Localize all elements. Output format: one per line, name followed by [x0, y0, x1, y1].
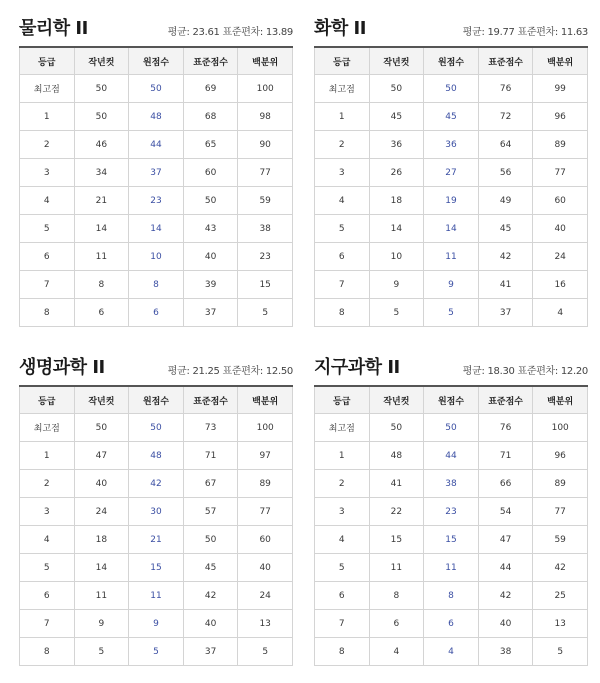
grade-cell: 7 — [20, 271, 75, 299]
percentile-cell: 25 — [533, 582, 588, 610]
grade-cell: 6 — [315, 243, 370, 271]
last-year-cut-cell: 34 — [74, 159, 129, 187]
last-year-cut-cell: 9 — [369, 271, 424, 299]
percentile-cell: 89 — [533, 470, 588, 498]
last-year-cut-cell: 21 — [74, 187, 129, 215]
grade-table — [314, 385, 588, 666]
panel-header — [19, 349, 293, 385]
standard-score-cell: 44 — [478, 554, 533, 582]
standard-score-cell: 38 — [478, 638, 533, 666]
column-header: 등급 — [315, 47, 370, 75]
last-year-cut-cell: 11 — [369, 554, 424, 582]
grade-cell: 3 — [315, 498, 370, 526]
table-row — [315, 498, 588, 526]
standard-score-cell: 54 — [478, 498, 533, 526]
table-row — [315, 215, 588, 243]
standard-score-cell: 64 — [478, 131, 533, 159]
grade-cell: 3 — [20, 159, 75, 187]
last-year-cut-cell: 8 — [369, 582, 424, 610]
last-year-cut-cell: 50 — [74, 414, 129, 442]
raw-score-cell: 6 — [129, 299, 184, 327]
raw-score-cell: 48 — [129, 442, 184, 470]
raw-score-cell: 11 — [129, 582, 184, 610]
grade-table — [19, 46, 293, 327]
raw-score-cell: 15 — [424, 526, 479, 554]
column-header: 등급 — [315, 386, 370, 414]
raw-score-cell: 14 — [129, 215, 184, 243]
percentile-cell: 5 — [533, 638, 588, 666]
grade-cell: 5 — [315, 215, 370, 243]
raw-score-cell: 45 — [424, 103, 479, 131]
table-row — [20, 414, 293, 442]
grade-cell: 4 — [315, 526, 370, 554]
standard-score-cell: 40 — [478, 610, 533, 638]
table-header-row — [20, 386, 293, 414]
raw-score-cell: 8 — [424, 582, 479, 610]
standard-score-cell: 42 — [478, 243, 533, 271]
table-header-row — [315, 47, 588, 75]
column-header: 등급 — [20, 386, 75, 414]
percentile-cell: 98 — [238, 103, 293, 131]
last-year-cut-cell: 4 — [369, 638, 424, 666]
standard-score-cell: 43 — [183, 215, 238, 243]
standard-score-cell: 39 — [183, 271, 238, 299]
last-year-cut-cell: 50 — [74, 75, 129, 103]
last-year-cut-cell: 11 — [74, 582, 129, 610]
column-header: 백분위 — [533, 386, 588, 414]
column-header: 작년컷 — [74, 47, 129, 75]
column-header: 표준점수 — [183, 386, 238, 414]
table-row — [20, 103, 293, 131]
standard-score-cell: 37 — [183, 638, 238, 666]
percentile-cell: 24 — [238, 582, 293, 610]
percentile-cell: 5 — [238, 299, 293, 327]
last-year-cut-cell: 14 — [74, 215, 129, 243]
last-year-cut-cell: 47 — [74, 442, 129, 470]
grade-cell: 6 — [20, 243, 75, 271]
panel-earth-science-2 — [314, 349, 588, 666]
last-year-cut-cell: 36 — [369, 131, 424, 159]
raw-score-cell: 50 — [424, 414, 479, 442]
last-year-cut-cell: 24 — [74, 498, 129, 526]
percentile-cell: 96 — [533, 103, 588, 131]
percentile-cell: 100 — [238, 414, 293, 442]
last-year-cut-cell: 26 — [369, 159, 424, 187]
grade-cell: 7 — [20, 610, 75, 638]
standard-score-cell: 49 — [478, 187, 533, 215]
percentile-cell: 96 — [533, 442, 588, 470]
raw-score-cell: 50 — [129, 414, 184, 442]
last-year-cut-cell: 6 — [369, 610, 424, 638]
panel-header — [314, 349, 588, 385]
panel-title: 물리학 II — [19, 18, 88, 39]
column-header: 백분위 — [238, 386, 293, 414]
standard-score-cell: 60 — [183, 159, 238, 187]
table-row — [315, 526, 588, 554]
raw-score-cell: 44 — [129, 131, 184, 159]
grade-cell: 2 — [20, 470, 75, 498]
standard-score-cell: 76 — [478, 414, 533, 442]
percentile-cell: 77 — [533, 498, 588, 526]
percentile-cell: 42 — [533, 554, 588, 582]
standard-score-cell: 66 — [478, 470, 533, 498]
panel-title: 생명과학 II — [19, 357, 105, 378]
percentile-cell: 13 — [238, 610, 293, 638]
standard-score-cell: 41 — [478, 271, 533, 299]
raw-score-cell: 9 — [129, 610, 184, 638]
last-year-cut-cell: 5 — [74, 638, 129, 666]
grade-cell: 4 — [20, 526, 75, 554]
percentile-cell: 89 — [533, 131, 588, 159]
table-row — [20, 299, 293, 327]
panel-stats: 평균: 21.25 표준편차: 12.50 — [167, 366, 293, 377]
standard-score-cell: 40 — [183, 610, 238, 638]
table-row — [20, 131, 293, 159]
raw-score-cell: 36 — [424, 131, 479, 159]
column-header: 백분위 — [238, 47, 293, 75]
standard-score-cell: 42 — [478, 582, 533, 610]
last-year-cut-cell: 41 — [369, 470, 424, 498]
standard-score-cell: 47 — [478, 526, 533, 554]
standard-score-cell: 65 — [183, 131, 238, 159]
standard-score-cell: 69 — [183, 75, 238, 103]
percentile-cell: 77 — [533, 159, 588, 187]
panel-life-science-2 — [19, 349, 293, 666]
column-header: 표준점수 — [183, 47, 238, 75]
standard-score-cell: 37 — [478, 299, 533, 327]
grade-table — [314, 46, 588, 327]
table-row — [315, 159, 588, 187]
last-year-cut-cell: 15 — [369, 526, 424, 554]
standard-score-cell: 68 — [183, 103, 238, 131]
grade-cell: 2 — [315, 131, 370, 159]
raw-score-cell: 6 — [424, 610, 479, 638]
standard-score-cell: 42 — [183, 582, 238, 610]
panel-stats: 평균: 23.61 표준편차: 13.89 — [167, 27, 293, 38]
raw-score-cell: 21 — [129, 526, 184, 554]
standard-score-cell: 71 — [478, 442, 533, 470]
grade-cell: 1 — [20, 103, 75, 131]
standard-score-cell: 76 — [478, 75, 533, 103]
raw-score-cell: 5 — [129, 638, 184, 666]
percentile-cell: 16 — [533, 271, 588, 299]
percentile-cell: 97 — [238, 442, 293, 470]
standard-score-cell: 56 — [478, 159, 533, 187]
grade-cell: 최고점 — [315, 75, 370, 103]
percentile-cell: 24 — [533, 243, 588, 271]
panel-chemistry-2 — [314, 10, 588, 327]
last-year-cut-cell: 18 — [74, 526, 129, 554]
percentile-cell: 13 — [533, 610, 588, 638]
last-year-cut-cell: 9 — [74, 610, 129, 638]
grade-cell: 3 — [315, 159, 370, 187]
raw-score-cell: 8 — [129, 271, 184, 299]
raw-score-cell: 11 — [424, 554, 479, 582]
column-header: 작년컷 — [369, 47, 424, 75]
raw-score-cell: 10 — [129, 243, 184, 271]
table-row — [315, 187, 588, 215]
last-year-cut-cell: 48 — [369, 442, 424, 470]
percentile-cell: 59 — [238, 187, 293, 215]
table-row — [315, 638, 588, 666]
grade-cell: 2 — [20, 131, 75, 159]
last-year-cut-cell: 8 — [74, 271, 129, 299]
standard-score-cell: 72 — [478, 103, 533, 131]
raw-score-cell: 19 — [424, 187, 479, 215]
standard-score-cell: 71 — [183, 442, 238, 470]
percentile-cell: 100 — [238, 75, 293, 103]
last-year-cut-cell: 50 — [74, 103, 129, 131]
table-row — [315, 470, 588, 498]
table-row — [20, 470, 293, 498]
table-row — [20, 610, 293, 638]
grade-cell: 5 — [20, 215, 75, 243]
table-header-row — [315, 386, 588, 414]
raw-score-cell: 23 — [424, 498, 479, 526]
raw-score-cell: 48 — [129, 103, 184, 131]
table-row — [20, 75, 293, 103]
raw-score-cell: 50 — [129, 75, 184, 103]
panel-title: 화학 II — [314, 18, 366, 39]
raw-score-cell: 38 — [424, 470, 479, 498]
table-row — [315, 299, 588, 327]
standard-score-cell: 73 — [183, 414, 238, 442]
grade-cell: 1 — [315, 442, 370, 470]
panel-stats: 평균: 18.30 표준편차: 12.20 — [462, 366, 588, 377]
standard-score-cell: 50 — [183, 526, 238, 554]
percentile-cell: 4 — [533, 299, 588, 327]
column-header: 원점수 — [424, 386, 479, 414]
last-year-cut-cell: 6 — [74, 299, 129, 327]
table-row — [315, 131, 588, 159]
grade-cell: 7 — [315, 271, 370, 299]
standard-score-cell: 50 — [183, 187, 238, 215]
table-row — [315, 414, 588, 442]
raw-score-cell: 44 — [424, 442, 479, 470]
percentile-cell: 38 — [238, 215, 293, 243]
standard-score-cell: 57 — [183, 498, 238, 526]
panel-header — [314, 10, 588, 46]
column-header: 원점수 — [129, 386, 184, 414]
last-year-cut-cell: 14 — [369, 215, 424, 243]
table-row — [315, 243, 588, 271]
percentile-cell: 60 — [238, 526, 293, 554]
grade-cell: 4 — [315, 187, 370, 215]
percentile-cell: 100 — [533, 414, 588, 442]
grade-cell: 8 — [315, 299, 370, 327]
column-header: 등급 — [20, 47, 75, 75]
grade-cell: 최고점 — [20, 75, 75, 103]
table-row — [20, 271, 293, 299]
grade-table — [19, 385, 293, 666]
column-header: 백분위 — [533, 47, 588, 75]
raw-score-cell: 37 — [129, 159, 184, 187]
table-row — [20, 638, 293, 666]
table-row — [315, 442, 588, 470]
panel-stats: 평균: 19.77 표준편차: 11.63 — [462, 27, 588, 38]
raw-score-cell: 23 — [129, 187, 184, 215]
raw-score-cell: 42 — [129, 470, 184, 498]
percentile-cell: 40 — [533, 215, 588, 243]
grade-cell: 2 — [315, 470, 370, 498]
last-year-cut-cell: 50 — [369, 75, 424, 103]
panel-header — [19, 10, 293, 46]
table-row — [315, 271, 588, 299]
percentile-cell: 15 — [238, 271, 293, 299]
raw-score-cell: 15 — [129, 554, 184, 582]
last-year-cut-cell: 40 — [74, 470, 129, 498]
grade-cell: 5 — [315, 554, 370, 582]
table-row — [315, 582, 588, 610]
raw-score-cell: 9 — [424, 271, 479, 299]
table-row — [20, 442, 293, 470]
table-row — [20, 159, 293, 187]
percentile-cell: 60 — [533, 187, 588, 215]
raw-score-cell: 4 — [424, 638, 479, 666]
raw-score-cell: 30 — [129, 498, 184, 526]
last-year-cut-cell: 50 — [369, 414, 424, 442]
column-header: 작년컷 — [369, 386, 424, 414]
raw-score-cell: 27 — [424, 159, 479, 187]
table-row — [20, 554, 293, 582]
last-year-cut-cell: 18 — [369, 187, 424, 215]
table-row — [315, 554, 588, 582]
percentile-cell: 99 — [533, 75, 588, 103]
last-year-cut-cell: 10 — [369, 243, 424, 271]
grade-cell: 4 — [20, 187, 75, 215]
column-header: 작년컷 — [74, 386, 129, 414]
column-header: 표준점수 — [478, 386, 533, 414]
grade-cell: 8 — [20, 638, 75, 666]
standard-score-cell: 37 — [183, 299, 238, 327]
table-row — [20, 526, 293, 554]
percentile-cell: 77 — [238, 498, 293, 526]
grade-cell: 7 — [315, 610, 370, 638]
last-year-cut-cell: 14 — [74, 554, 129, 582]
standard-score-cell: 45 — [183, 554, 238, 582]
percentile-cell: 77 — [238, 159, 293, 187]
table-row — [20, 243, 293, 271]
percentile-cell: 59 — [533, 526, 588, 554]
grade-cell: 8 — [20, 299, 75, 327]
standard-score-cell: 67 — [183, 470, 238, 498]
percentile-cell: 23 — [238, 243, 293, 271]
column-header: 원점수 — [129, 47, 184, 75]
column-header: 원점수 — [424, 47, 479, 75]
panel-title: 지구과학 II — [314, 357, 400, 378]
grade-cell: 최고점 — [315, 414, 370, 442]
raw-score-cell: 50 — [424, 75, 479, 103]
grade-cell: 1 — [315, 103, 370, 131]
raw-score-cell: 11 — [424, 243, 479, 271]
grade-cell: 1 — [20, 442, 75, 470]
table-row — [20, 187, 293, 215]
grade-cell: 3 — [20, 498, 75, 526]
raw-score-cell: 14 — [424, 215, 479, 243]
panel-physics-2 — [19, 10, 293, 327]
last-year-cut-cell: 46 — [74, 131, 129, 159]
table-row — [315, 75, 588, 103]
last-year-cut-cell: 5 — [369, 299, 424, 327]
percentile-cell: 40 — [238, 554, 293, 582]
grade-cell: 최고점 — [20, 414, 75, 442]
raw-score-cell: 5 — [424, 299, 479, 327]
table-row — [20, 498, 293, 526]
column-header: 표준점수 — [478, 47, 533, 75]
last-year-cut-cell: 45 — [369, 103, 424, 131]
grade-cell: 8 — [315, 638, 370, 666]
standard-score-cell: 40 — [183, 243, 238, 271]
percentile-cell: 90 — [238, 131, 293, 159]
table-row — [20, 215, 293, 243]
table-row — [315, 610, 588, 638]
table-row — [315, 103, 588, 131]
percentile-cell: 5 — [238, 638, 293, 666]
last-year-cut-cell: 22 — [369, 498, 424, 526]
table-row — [20, 582, 293, 610]
percentile-cell: 89 — [238, 470, 293, 498]
standard-score-cell: 45 — [478, 215, 533, 243]
grade-cell: 5 — [20, 554, 75, 582]
last-year-cut-cell: 11 — [74, 243, 129, 271]
grade-cell: 6 — [20, 582, 75, 610]
grade-cell: 6 — [315, 582, 370, 610]
table-header-row — [20, 47, 293, 75]
